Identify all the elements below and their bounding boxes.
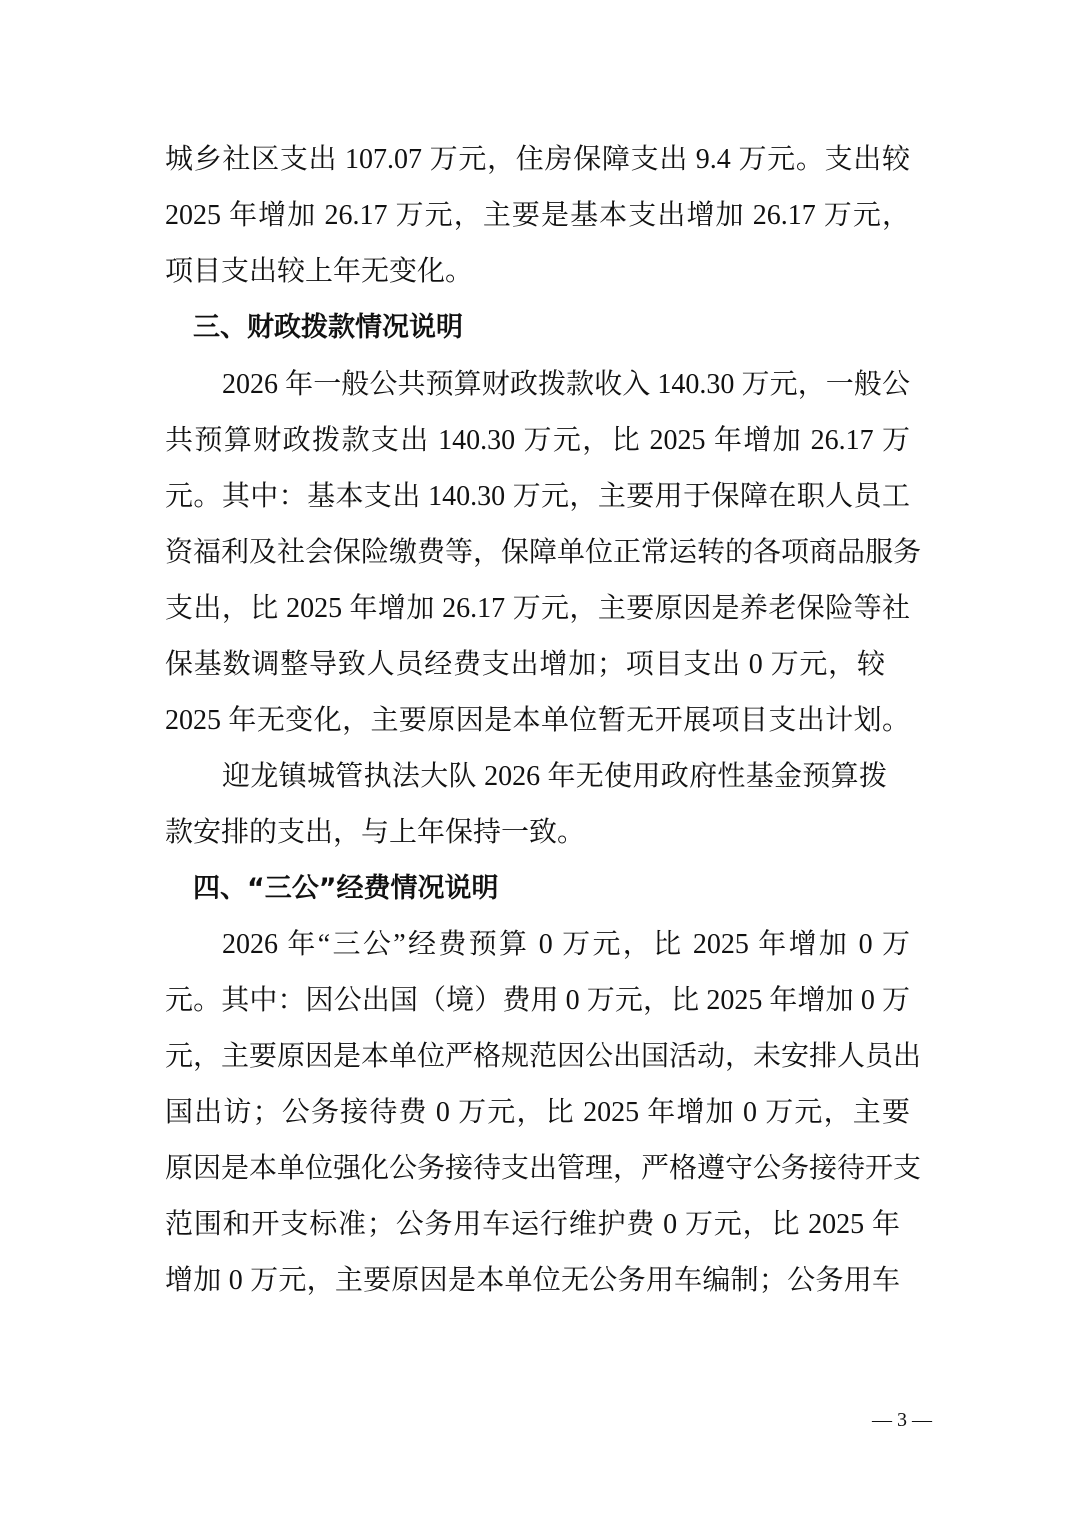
body-text-line: 2025 年无变化，主要原因是本单位暂无开展项目支出计划。 bbox=[165, 705, 910, 736]
section-heading-3: 三、财政拨款情况说明 bbox=[193, 312, 463, 343]
body-text-line: 范围和开支标准；公务用车运行维护费 0 万元，比 2025 年 bbox=[165, 1209, 900, 1240]
body-text-line: 国出访；公务接待费 0 万元，比 2025 年增加 0 万元，主要 bbox=[165, 1097, 910, 1128]
body-text-line: 元。其中：基本支出 140.30 万元，主要用于保障在职人员工 bbox=[165, 481, 910, 512]
section-heading-4: 四、“三公”经费情况说明 bbox=[193, 873, 499, 904]
body-text-line: 共预算财政拨款支出 140.30 万元，比 2025 年增加 26.17 万 bbox=[165, 425, 910, 456]
body-text-line: 2026 年一般公共预算财政拨款收入 140.30 万元，一般公 bbox=[222, 369, 910, 400]
body-text-line: 款安排的支出，与上年保持一致。 bbox=[165, 817, 586, 848]
body-text-line: 原因是本单位强化公务接待支出管理，严格遵守公务接待开支 bbox=[165, 1153, 922, 1184]
page-number: — 3 — bbox=[872, 1409, 932, 1431]
body-text-line: 2026 年“三公”经费预算 0 万元，比 2025 年增加 0 万 bbox=[222, 929, 910, 960]
body-text-line: 项目支出较上年无变化。 bbox=[165, 256, 474, 287]
body-text-line: 元，主要原因是本单位严格规范因公出国活动，未安排人员出 bbox=[165, 1041, 922, 1072]
body-text-line: 元。其中：因公出国（境）费用 0 万元，比 2025 年增加 0 万 bbox=[165, 985, 910, 1016]
body-text-line: 增加 0 万元，主要原因是本单位无公务用车编制；公务用车 bbox=[165, 1265, 900, 1296]
body-text-line: 支出，比 2025 年增加 26.17 万元，主要原因是养老保险等社 bbox=[165, 593, 910, 624]
body-text-line: 资福利及社会保险缴费等，保障单位正常运转的各项商品服务 bbox=[165, 537, 922, 568]
body-text-line: 保基数调整导致人员经费支出增加；项目支出 0 万元，较 bbox=[165, 649, 885, 680]
body-text-line: 迎龙镇城管执法大队 2026 年无使用政府性基金预算拨 bbox=[222, 761, 887, 792]
body-text-line: 2025 年增加 26.17 万元，主要是基本支出增加 26.17 万元， bbox=[165, 200, 910, 231]
body-text-line: 城乡社区支出 107.07 万元，住房保障支出 9.4 万元。支出较 bbox=[165, 144, 910, 175]
